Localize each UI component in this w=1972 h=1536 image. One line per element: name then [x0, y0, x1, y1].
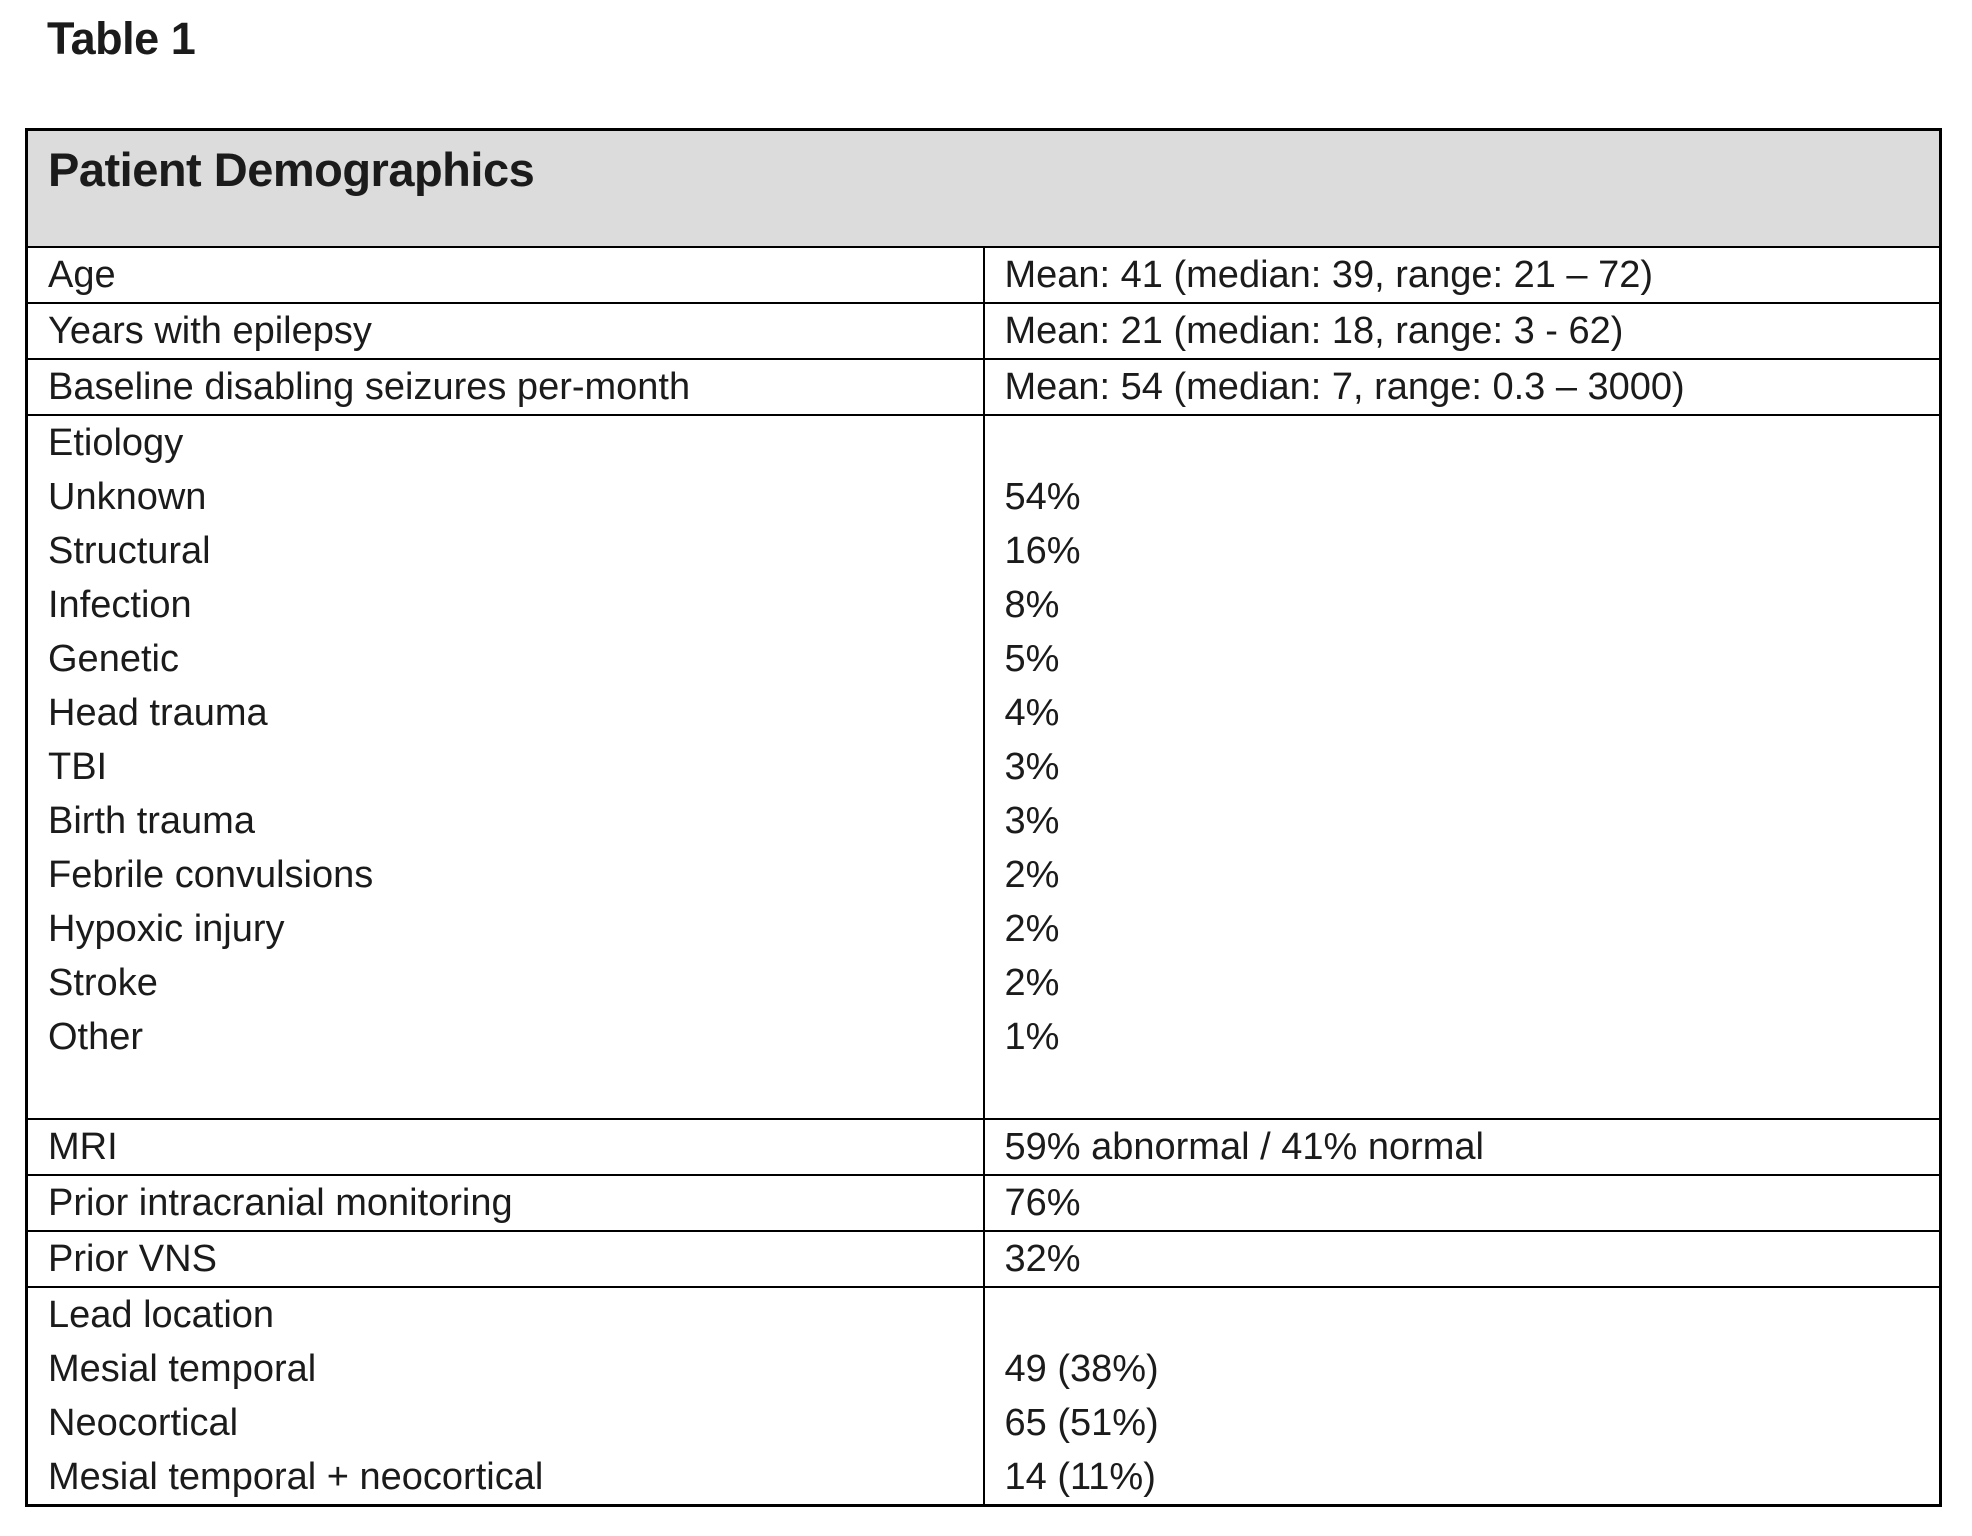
table-row-age — [27, 247, 1941, 303]
row-label-age: Age — [27, 247, 984, 303]
etiology-item-label: TBI — [48, 745, 108, 788]
table-row-prior-intracranial-monitoring — [27, 1175, 1941, 1231]
lead-location-item-value: 49 (38%) — [1004, 1347, 1159, 1390]
patient-demographics-table — [25, 128, 1942, 1507]
etiology-item-label: Infection — [48, 583, 192, 626]
etiology-item-value: 8% — [1004, 583, 1060, 626]
etiology-item-value: 2% — [1004, 907, 1060, 950]
lead-location-item-value: 14 (11%) — [1004, 1455, 1156, 1498]
etiology-item-label: Hypoxic injury — [48, 907, 285, 950]
row-value-prior-monitoring: 76% — [984, 1175, 1941, 1231]
table-header-row — [27, 130, 1941, 247]
row-value-age: Mean: 41 (median: 39, range: 21 – 72) — [984, 247, 1941, 303]
etiology-item-value: 5% — [1004, 637, 1060, 680]
etiology-item-label: Other — [48, 1015, 144, 1058]
table-row-mri — [27, 1119, 1941, 1175]
etiology-item-label: Febrile convulsions — [48, 853, 374, 896]
row-value-mri: 59% abnormal / 41% normal — [984, 1119, 1941, 1175]
row-label-baseline: Baseline disabling seizures per-month — [27, 359, 984, 415]
etiology-item-label: Structural — [48, 529, 211, 572]
lead-location-item-label: Neocortical — [48, 1401, 239, 1444]
etiology-item-value: 4% — [1004, 691, 1060, 734]
etiology-item-value: 2% — [1004, 961, 1060, 1004]
etiology-item-value: 3% — [1004, 799, 1060, 842]
page-title: Table 1 — [47, 13, 196, 64]
etiology-item-value: 54% — [1004, 475, 1081, 518]
table-header: Patient Demographics — [27, 130, 1941, 247]
blank-line — [1005, 416, 1930, 470]
lead-location-values-cell — [984, 1287, 1941, 1506]
blank-line — [48, 1064, 973, 1118]
etiology-item-label: Genetic — [48, 637, 179, 680]
etiology-item-value: 1% — [1004, 1015, 1060, 1058]
table-row-etiology-section — [27, 415, 1941, 1119]
etiology-item-label: Stroke — [48, 961, 158, 1004]
row-value-prior-vns: 32% — [984, 1231, 1941, 1287]
lead-location-item-label: Mesial temporal — [48, 1347, 317, 1390]
lead-location-section-label: Lead location — [48, 1293, 275, 1336]
table-row-prior-vns — [27, 1231, 1941, 1287]
etiology-labels-cell — [27, 415, 984, 1119]
row-value-baseline: Mean: 54 (median: 7, range: 0.3 – 3000) — [984, 359, 1941, 415]
etiology-item-value: 16% — [1004, 529, 1081, 572]
row-label-years: Years with epilepsy — [27, 303, 984, 359]
table-row-lead-location-section — [27, 1287, 1941, 1506]
lead-location-item-value: 65 (51%) — [1004, 1401, 1159, 1444]
etiology-section-label: Etiology — [48, 421, 184, 464]
row-value-years: Mean: 21 (median: 18, range: 3 - 62) — [984, 303, 1941, 359]
lead-location-item-label: Mesial temporal + neocortical — [48, 1455, 544, 1498]
etiology-item-label: Unknown — [48, 475, 207, 518]
etiology-values-cell — [984, 415, 1941, 1119]
lead-location-labels-cell — [27, 1287, 984, 1506]
etiology-item-value: 3% — [1004, 745, 1060, 788]
table-row-years-with-epilepsy — [27, 303, 1941, 359]
blank-line — [1005, 1288, 1930, 1342]
etiology-item-label: Head trauma — [48, 691, 268, 734]
etiology-item-label: Birth trauma — [48, 799, 255, 842]
etiology-item-value: 2% — [1004, 853, 1060, 896]
row-label-prior-vns: Prior VNS — [27, 1231, 984, 1287]
blank-line — [1005, 1064, 1930, 1118]
row-label-prior-monitoring: Prior intracranial monitoring — [27, 1175, 984, 1231]
table-row-baseline-seizures — [27, 359, 1941, 415]
row-label-mri: MRI — [27, 1119, 984, 1175]
